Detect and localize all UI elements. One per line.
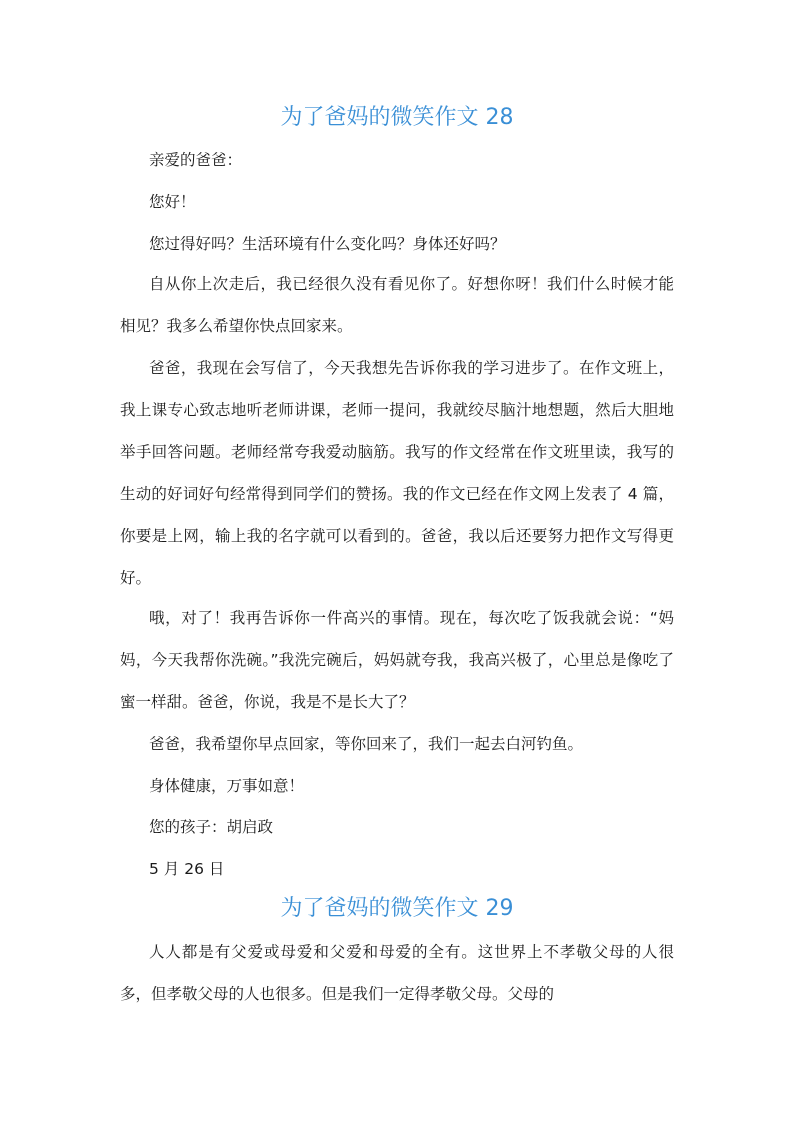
letter-paragraph-1: 您过得好吗？生活环境有什么变化吗？身体还好吗？ [149,235,506,253]
letter-date: 5 月 26 日 [149,860,225,878]
letter-paragraph-4: 哦，对了！我再告诉你一件高兴的事情。现在，每次吃了饭我就会说：“妈妈，今天我帮你洗碗。”我洗完碗后，妈妈就夸我，我高兴极了，心里总是像吃了蜜一样甜。爸爸，你说，我是不是长大了？ [120,609,674,711]
essay-28-title: 为了爸妈的微笑作文 28 [280,105,514,130]
letter-paragraph-5: 爸爸，我希望你早点回家，等你回来了，我们一起去白河钓鱼。 [149,735,584,753]
letter-greeting: 您好！ [149,193,196,211]
letter-paragraph-3: 爸爸，我现在会写信了，今天我想先告诉你我的学习进步了。在作文班上，我上课专心致志地听老师讲课，老师一提问，我就绞尽脑汁地想题，然后大胆地举手回答问题。老师经常夸我爱动脑筋。我写的作文经常在作文班里读，我写的生动的好词好句经常得到同学们的赞扬。我的作文已经在作文网上发表了 4 篇，你要是上网，输上我的名字就可以看到的。爸爸，我以后还要努力把作文写得更好。 [120,359,674,587]
letter-salutation: 亲爱的爸爸： [149,151,243,169]
essay-29-title: 为了爸妈的微笑作文 29 [280,896,514,921]
letter-paragraph-2: 自从你上次走后，我已经很久没有看见你了。好想你呀！我们什么时候才能相见？我多么希望你快点回家来。 [120,275,674,335]
essay-29-paragraph-1: 人人都是有父爱或母爱和父爱和母爱的全有。这世界上不孝敬父母的人很多，但孝敬父母的人也很多。但是我们一定得孝敬父母。父母的 [120,943,674,1003]
letter-signature: 您的孩子：胡启政 [149,818,274,836]
letter-closing: 身体健康，万事如意！ [149,777,305,795]
